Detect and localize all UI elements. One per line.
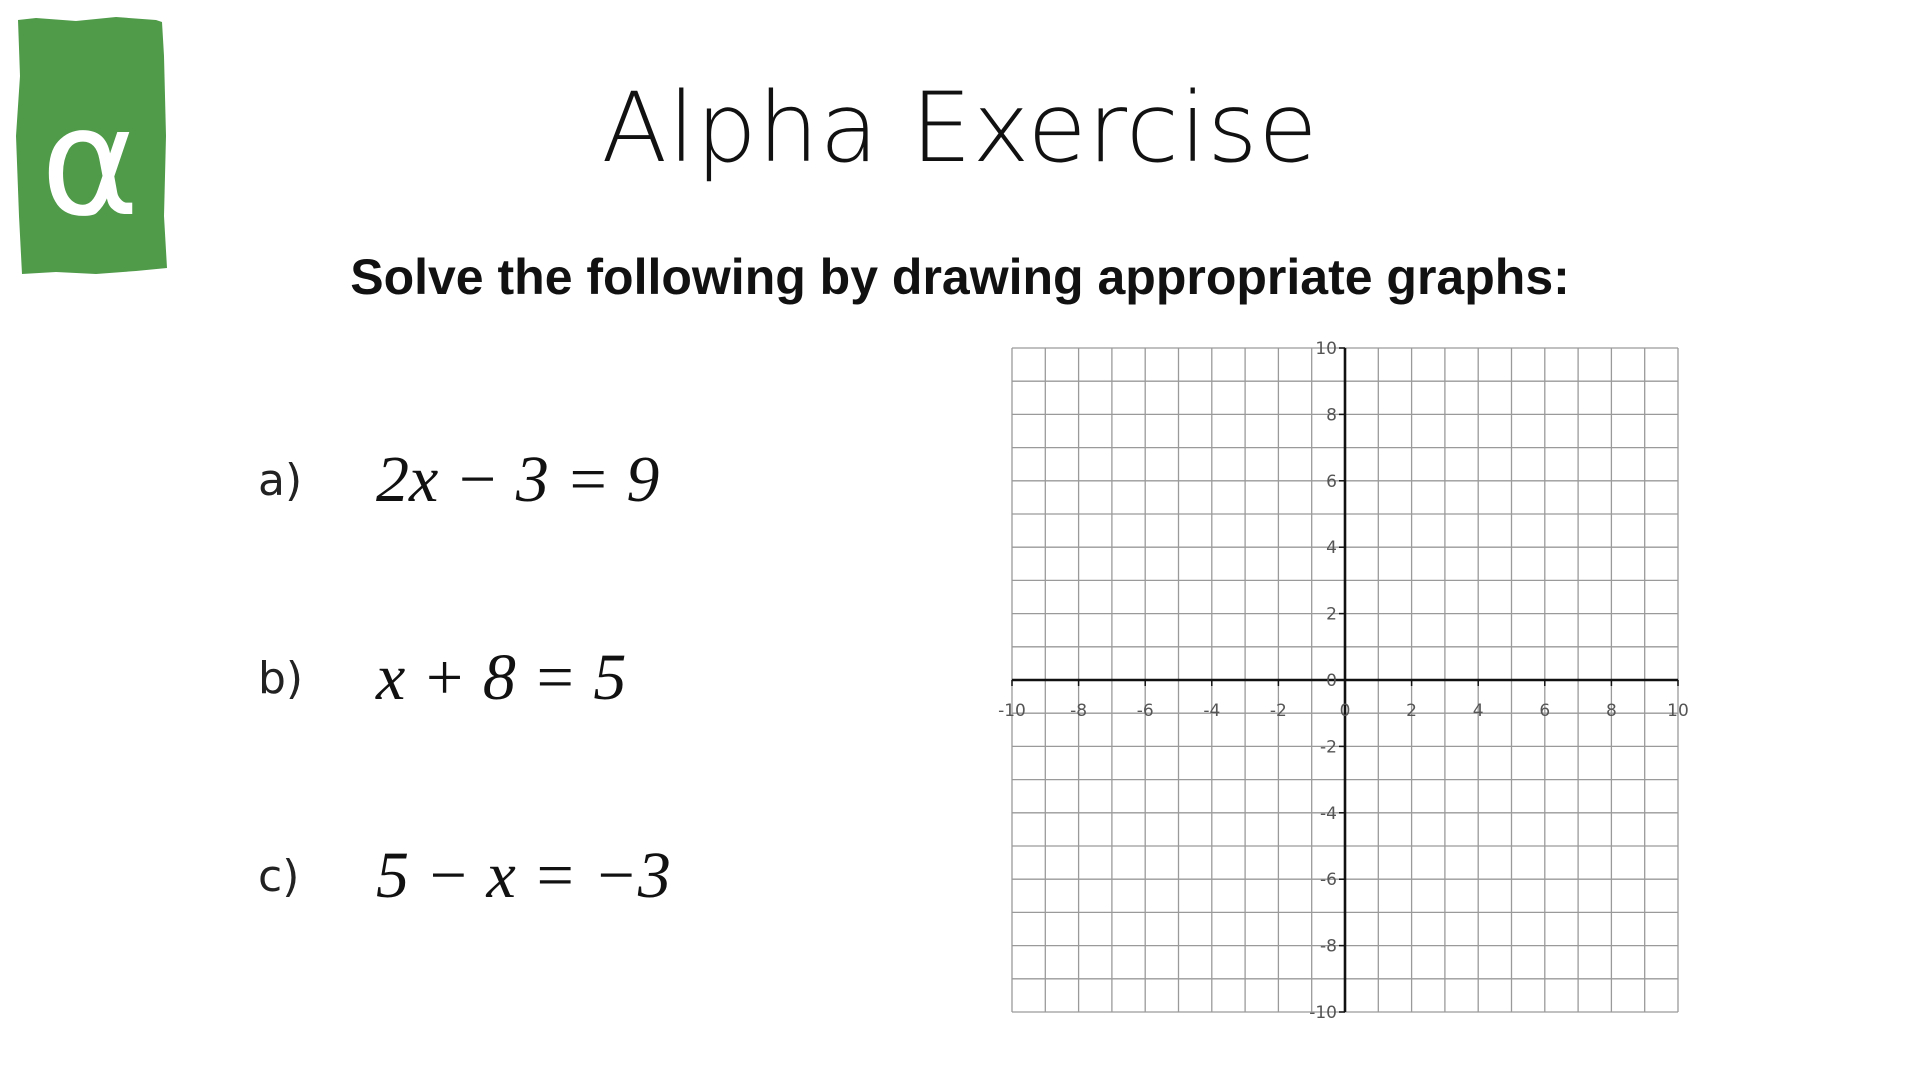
question-equation: x + 8 = 5 — [376, 641, 627, 714]
x-tick-label: 0 — [1339, 701, 1351, 721]
x-tick-label: -10 — [998, 701, 1026, 721]
y-tick-label: 4 — [1326, 538, 1337, 559]
x-tick-label: 10 — [1667, 701, 1689, 721]
coordinate-grid — [990, 330, 1710, 1030]
alpha-glyph: α — [40, 76, 140, 250]
graph-svg — [990, 330, 1710, 1030]
y-tick-label: 6 — [1326, 471, 1337, 492]
x-tick-label: -4 — [1203, 701, 1221, 721]
question-b — [258, 638, 626, 718]
x-tick-label: -2 — [1269, 701, 1287, 721]
y-tick-label: -4 — [1320, 803, 1337, 824]
question-label: b) — [258, 652, 304, 704]
question-equation: 5 − x = −3 — [376, 839, 671, 912]
question-label: c) — [258, 850, 300, 902]
y-tick-label: -8 — [1320, 936, 1337, 957]
x-tick-label: -8 — [1070, 701, 1088, 721]
x-tick-label: 4 — [1472, 701, 1484, 721]
x-tick-label: 8 — [1605, 701, 1617, 721]
page-title: Alpha Exercise — [601, 72, 1319, 184]
question-a — [258, 440, 659, 520]
y-tick-label: -6 — [1320, 870, 1337, 891]
question-equation: 2x − 3 = 9 — [376, 443, 660, 516]
x-tick-label: -6 — [1136, 701, 1154, 721]
question-label: a) — [258, 454, 303, 506]
y-tick-label: -2 — [1320, 737, 1337, 758]
y-tick-label: 10 — [1315, 339, 1337, 359]
question-c — [258, 836, 671, 916]
y-tick-label: -10 — [1309, 1003, 1337, 1023]
y-tick-label: 8 — [1326, 405, 1337, 426]
x-tick-label: 6 — [1539, 701, 1551, 721]
y-tick-label: 0 — [1326, 671, 1337, 691]
x-tick-label: 2 — [1406, 701, 1418, 721]
y-tick-label: 2 — [1326, 604, 1337, 625]
instruction-text: Solve the following by drawing appropriate graphs: — [350, 249, 1570, 305]
